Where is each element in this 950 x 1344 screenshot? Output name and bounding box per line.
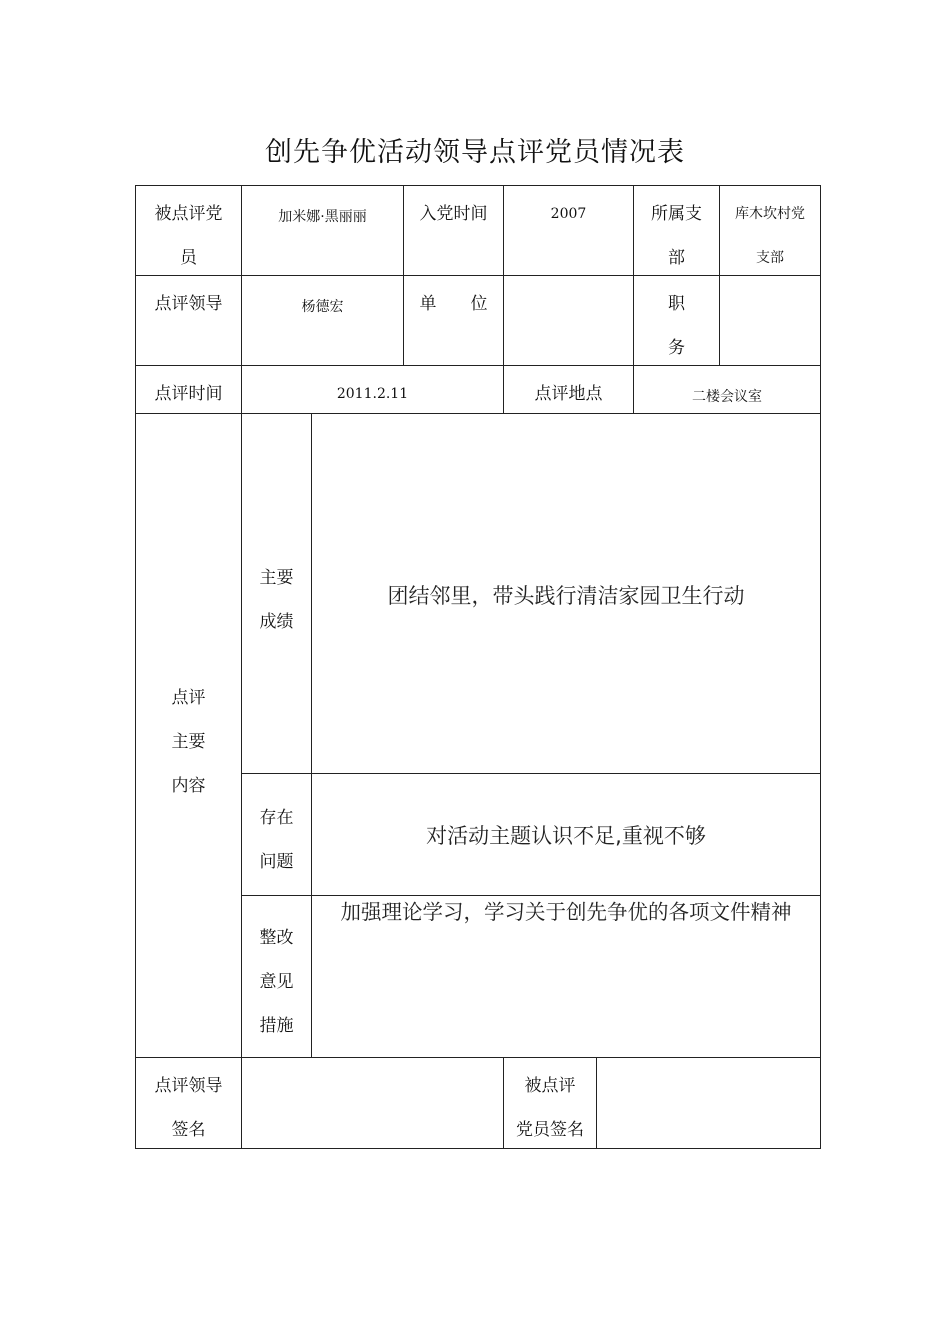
- measures-label: 整改 意见 措施: [259, 928, 294, 1036]
- reviewed-member-label: 被点评党 员: [154, 204, 223, 268]
- branch-value: 库木坎村党 支部: [735, 206, 805, 266]
- achievements-label: 主要 成绩: [259, 568, 294, 632]
- review-place-value: 二楼会议室: [692, 389, 762, 405]
- problems-label: 存在 问题: [259, 808, 294, 872]
- achievements-value: 团结邻里，带头践行清洁家园卫生行动: [387, 584, 745, 608]
- position-label: 职 务: [668, 294, 685, 358]
- review-place-label: 点评地点: [534, 384, 603, 404]
- join-time-label: 入党时间: [419, 204, 488, 224]
- leader-label: 点评领导: [154, 294, 223, 314]
- member-signature-label: 被点评 党员签名: [516, 1076, 584, 1140]
- reviewed-member-value: 加米娜·黑丽丽: [278, 209, 367, 225]
- problems-value: 对活动主题认识不足,重视不够: [426, 824, 706, 848]
- leader-signature-label: 点评领导 签名: [154, 1076, 223, 1140]
- leader-value: 杨德宏: [301, 299, 344, 315]
- review-time-value: 2011.2.11: [336, 386, 409, 402]
- join-time-value: 2007: [550, 206, 587, 222]
- branch-label: 所属支 部: [651, 204, 702, 268]
- measures-value: 加强理论学习，学习关于创先争优的各项文件精神: [340, 900, 792, 924]
- review-time-label: 点评时间: [154, 384, 223, 404]
- review-content-label: 点评 主要 内容: [171, 688, 206, 796]
- page-title: 创先争优活动领导点评党员情况表: [265, 137, 685, 168]
- leader-signature-field[interactable]: [242, 1058, 503, 1148]
- unit-label: 单 位: [419, 294, 488, 314]
- member-signature-field[interactable]: [597, 1058, 820, 1148]
